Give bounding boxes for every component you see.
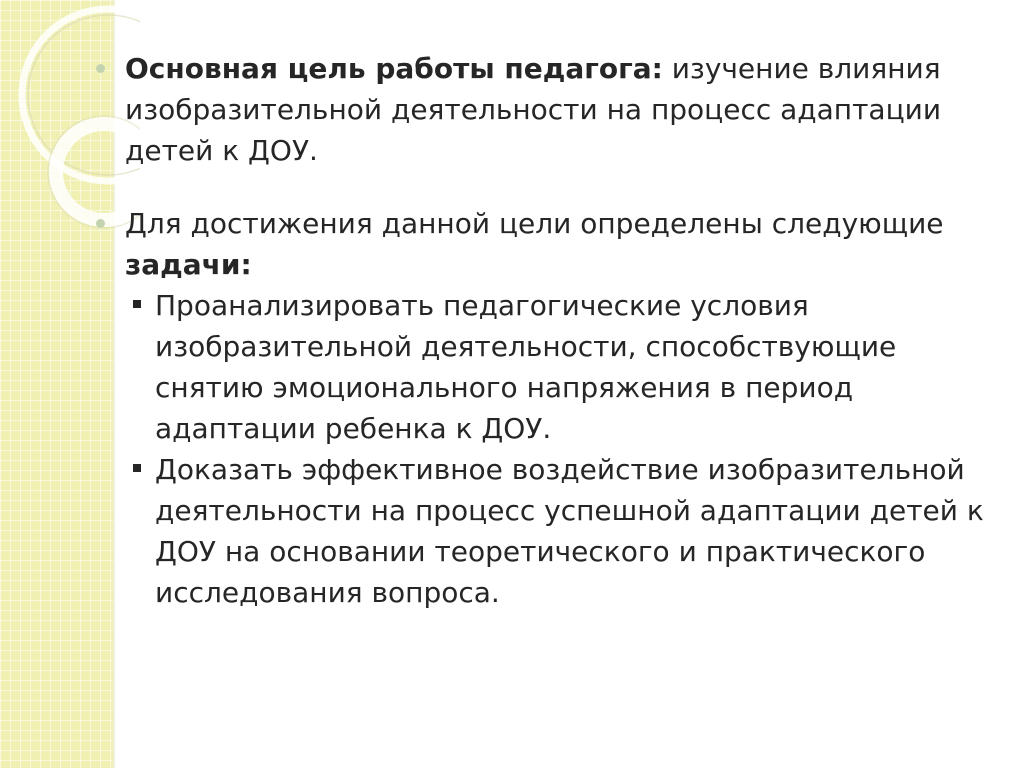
task-item	[92, 285, 992, 449]
bullet-dot-icon	[96, 219, 105, 228]
tasks-label: задачи:	[125, 248, 252, 281]
bullet-dot-icon	[96, 64, 105, 73]
slide-content	[92, 48, 992, 613]
goal-label: Основная цель работы педагога:	[125, 52, 663, 85]
square-bullet-icon	[133, 464, 141, 472]
goal-bullet	[92, 48, 992, 171]
task-item	[92, 449, 992, 613]
tasks-bullet	[92, 203, 992, 285]
task-text: Доказать эффективное воздействие изобразительной деятельности на процесс успешной адаптации детей к ДОУ на основании теоретического и практического исследования вопроса.	[155, 453, 984, 609]
square-bullet-icon	[133, 300, 141, 308]
task-text: Проанализировать педагогические условия изобразительной деятельности, способствующие снятию эмоционального напряжения в период адаптации ребенка к ДОУ.	[155, 289, 897, 445]
tasks-intro-text: Для достижения данной цели определены следующие	[125, 207, 944, 240]
goal-text: изучение влияния изобразительной деятельности на процесс адаптации детей к ДОУ.	[125, 52, 942, 167]
